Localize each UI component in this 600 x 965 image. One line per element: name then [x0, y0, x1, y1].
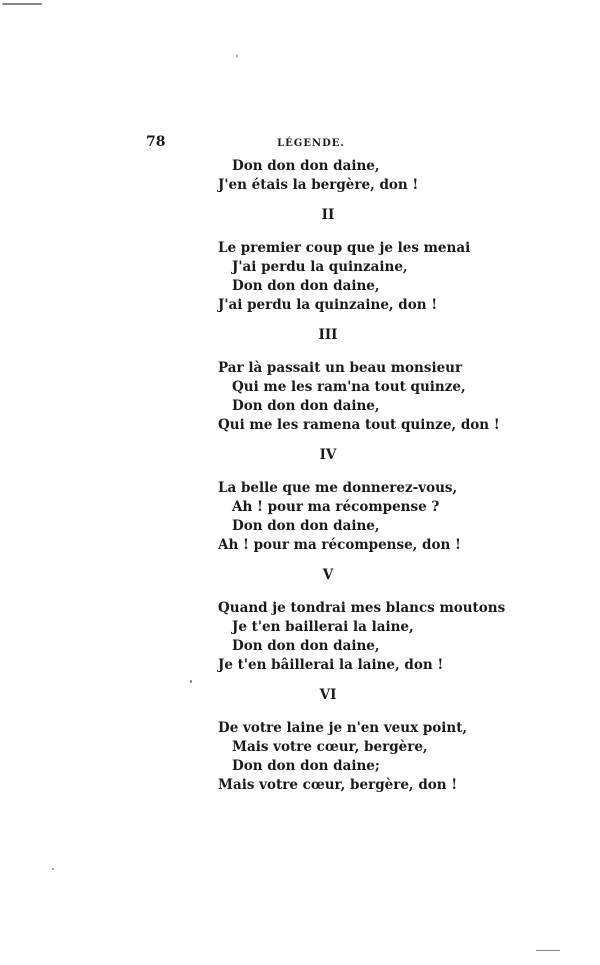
poem-line: La belle que me donnerez-vous,: [218, 480, 458, 496]
poem-line: Qui me les ram'na tout quinze,: [232, 379, 466, 395]
poem-line: Je t'en bâillerai la laine, don !: [218, 657, 444, 673]
poem-line: Quand je tondrai mes blancs moutons: [218, 600, 506, 616]
poem-line: Don don don daine;: [232, 758, 380, 774]
stanza-numeral: VI: [319, 687, 337, 703]
scan-speck: [236, 55, 238, 57]
poem-line: Don don don daine,: [232, 398, 380, 414]
poem-line: Don don don daine,: [232, 278, 380, 294]
poem-line: Ah ! pour ma récompense ?: [232, 499, 440, 515]
scan-speck: [190, 680, 192, 683]
stanza-numeral: IV: [319, 447, 337, 463]
poem-line: Je t'en baillerai la laine,: [232, 619, 414, 635]
poem-line: De votre laine je n'en veux point,: [218, 720, 468, 736]
stanza-numeral: V: [322, 567, 334, 583]
poem-line: Mais votre cœur, bergère, don !: [218, 777, 458, 793]
poem-line: Mais votre cœur, bergère,: [232, 739, 428, 755]
poem-text: [218, 157, 506, 795]
poem-line: Par là passait un beau monsieur: [218, 360, 463, 376]
poem-line: Ah ! pour ma récompense, don !: [218, 537, 461, 553]
poem-line: J'en étais la bergère, don !: [218, 177, 419, 193]
scan-speck: [2, 3, 42, 5]
poem-line: Don don don daine,: [232, 638, 380, 654]
poem-line: Le premier coup que je les menai: [218, 240, 471, 256]
poem-line: Don don don daine,: [232, 518, 380, 534]
running-title: LÉGENDE.: [277, 138, 345, 149]
scan-speck: [536, 950, 560, 951]
poem-line: Qui me les ramena tout quinze, don !: [218, 417, 500, 433]
stanza-numeral: II: [321, 207, 335, 223]
stanza-numeral: III: [318, 327, 338, 343]
page-number: 78: [146, 134, 166, 150]
poem-line: J'ai perdu la quinzaine, don !: [218, 297, 438, 313]
poem-line: J'ai perdu la quinzaine,: [232, 259, 408, 275]
scan-speck: [52, 868, 54, 870]
poem-line: Don don don daine,: [232, 158, 380, 174]
